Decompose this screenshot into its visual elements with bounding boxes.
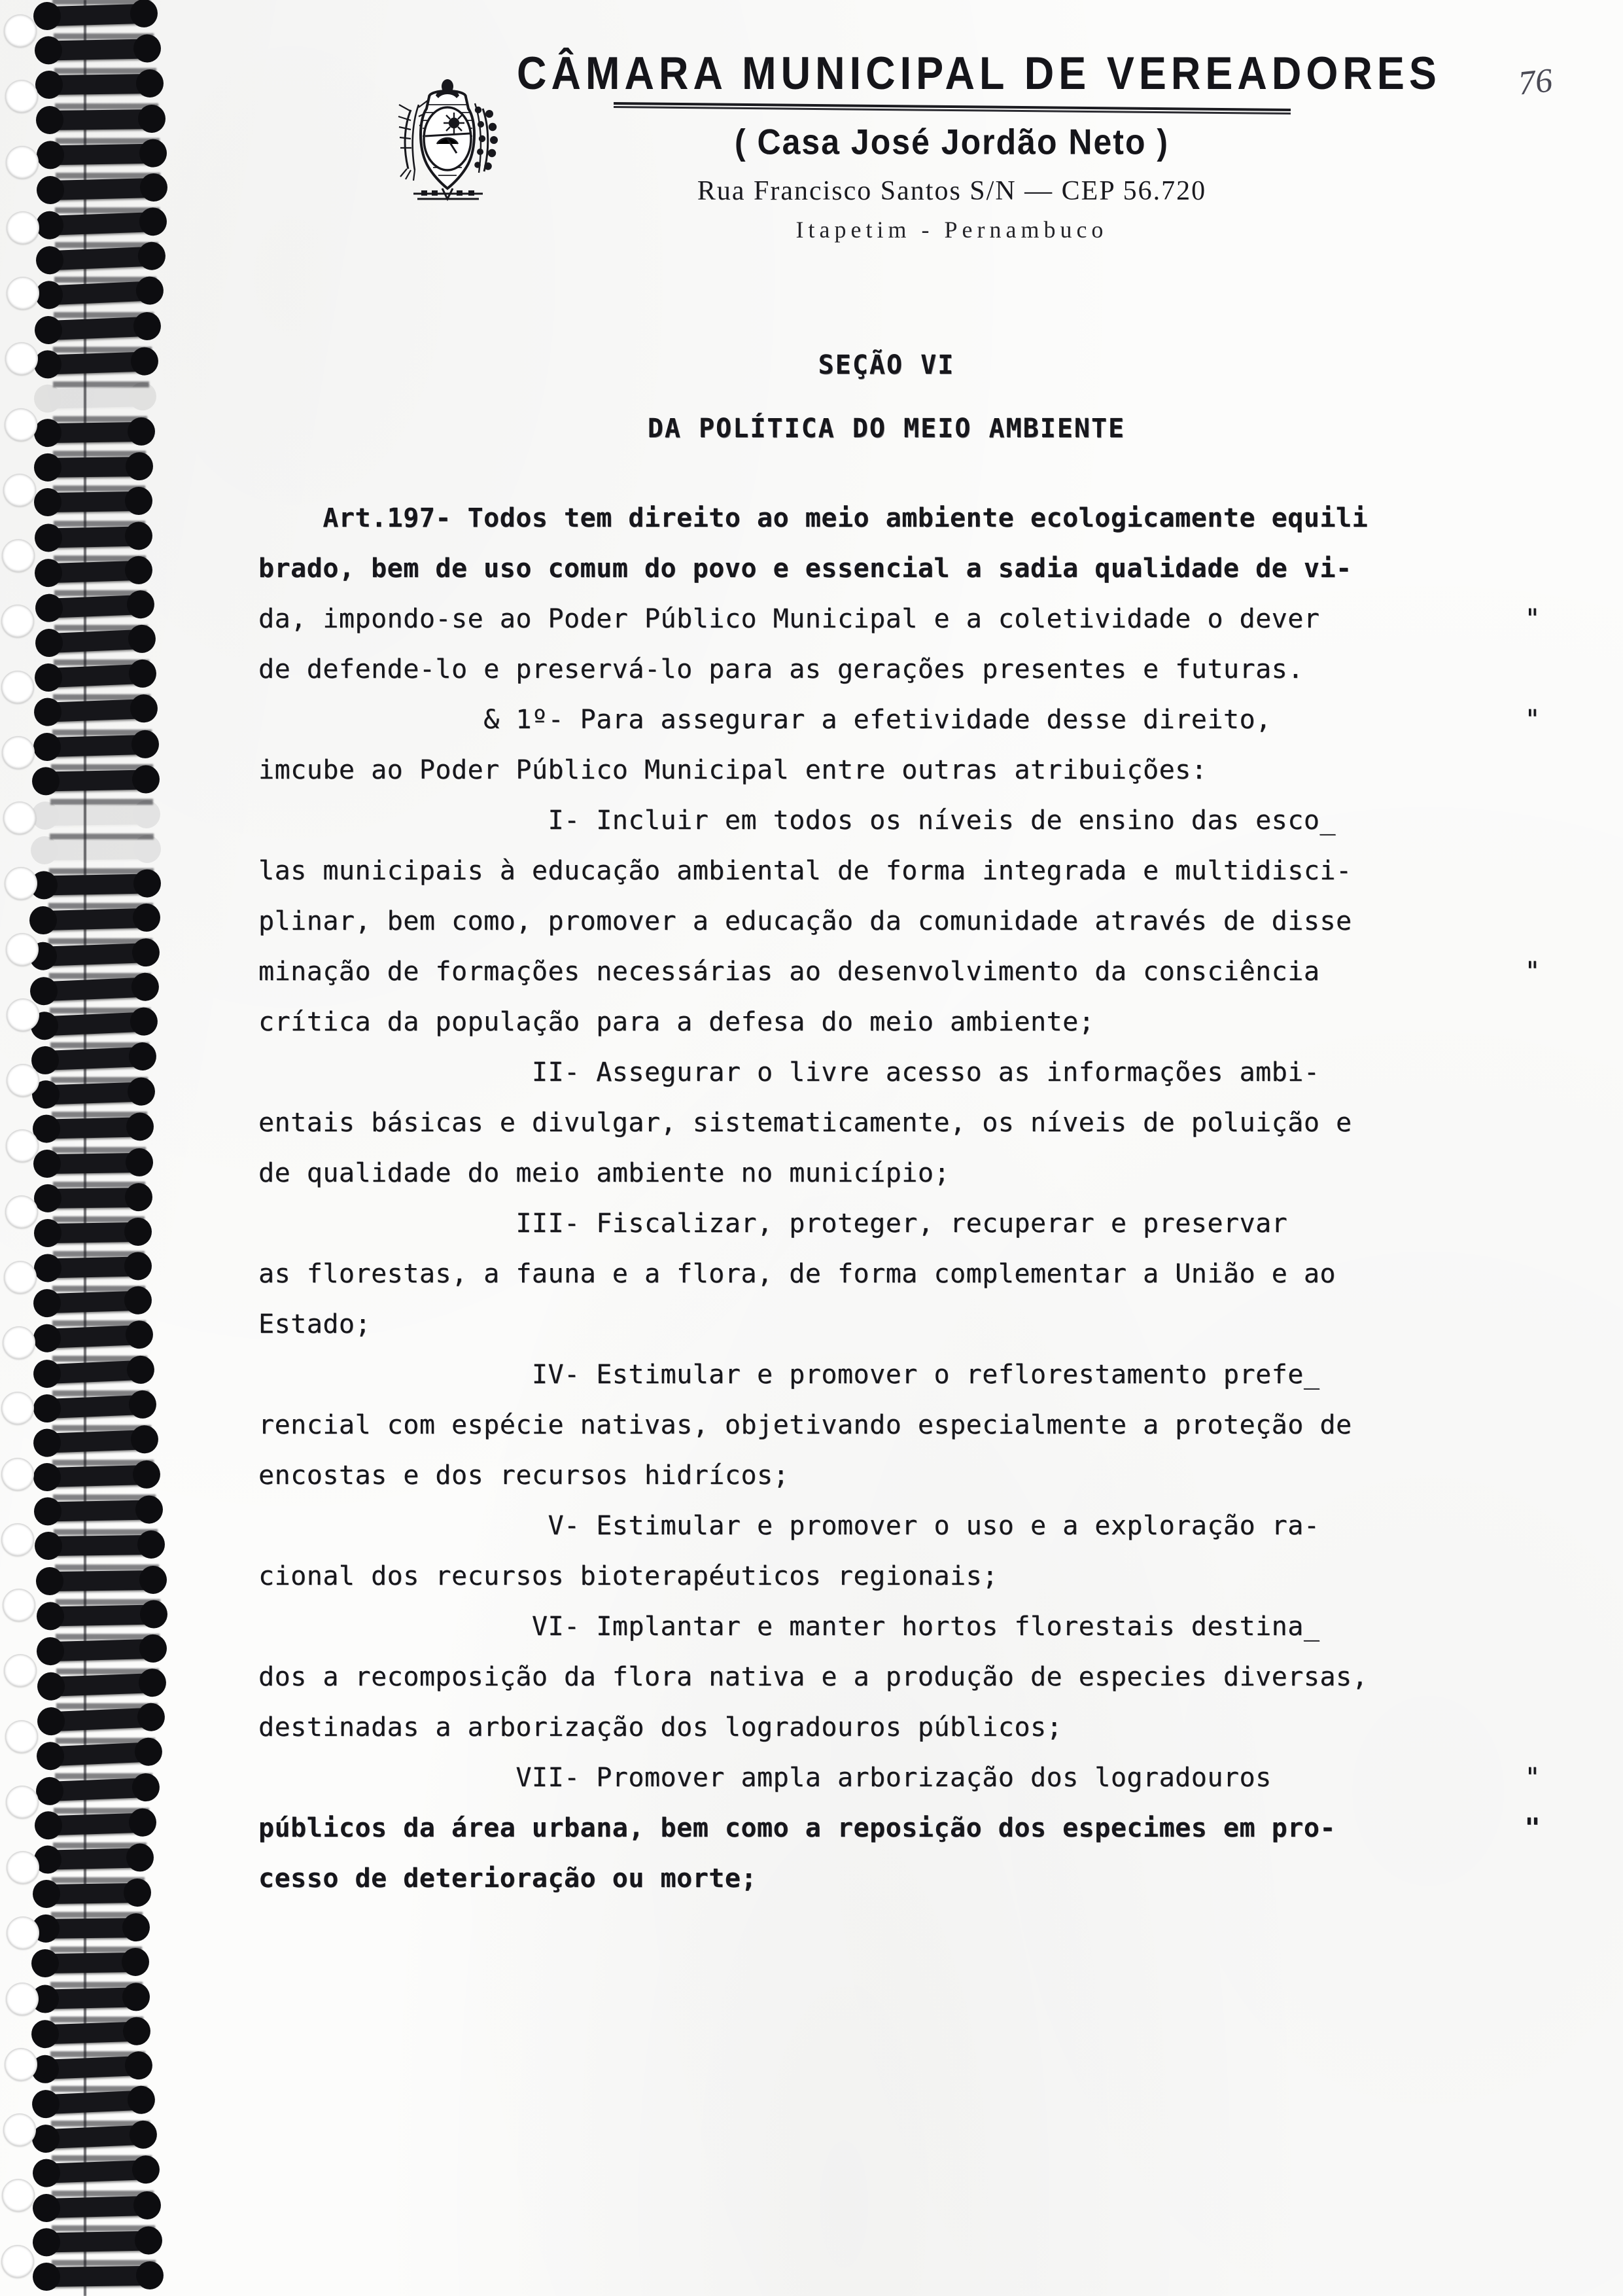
spiral-coil-loop [38,2266,156,2287]
spiral-coil-loop [39,734,152,757]
coil-smear [54,660,149,665]
binding-punch-hole [7,1851,39,1884]
binding-punch-hole [6,1786,39,1818]
coil-smear [52,0,150,5]
binding-punch-hole [6,1983,39,2015]
binding-punch-hole [1,1523,34,1556]
spiral-coil-loop [42,1604,160,1626]
spiral-coil-loop [37,2090,148,2114]
body-line: cional dos recursos bioterapéuticos regionais; [258,1561,998,1591]
spiral-coil-loop [40,457,147,478]
spiral-coil-loop [41,595,147,618]
spiral-coil-loop [40,351,152,374]
spiral-coil-loop [36,839,154,860]
body-line: crítica da população para a defesa do meio ambiente; [258,1007,1095,1037]
margin-quote-mark: " [1524,1763,1541,1793]
coil-smear [50,2017,143,2022]
spiral-coil-loop [38,2125,150,2149]
binding-punch-hole [6,1129,39,1162]
section-title: DA POLÍTICA DO MEIO AMBIENTE [647,414,1126,444]
margin-quote-mark: " [1524,957,1541,987]
body-line: públicos da área urbana, bem como a reposição dos especimes em pro- " [258,1803,1514,1854]
spiral-coil-loop [41,246,158,270]
spiral-coil-loop [41,526,146,548]
spiral-coil-loop [39,2231,156,2252]
body-line: de defende-lo e preservá-lo para as gerações presentes e futuras. [258,654,1304,684]
spiral-coil-loop [41,1535,158,1556]
spiral-coil-loop [41,1812,150,1835]
coil-smear [51,1077,148,1083]
body-line: minação de formações necessárias ao desenvolvimento da consciência " [258,947,1514,997]
coil-smear [52,1286,145,1292]
coil-smear [50,1982,143,1988]
spiral-coil-loop [36,1012,150,1036]
binding-punch-hole [3,802,36,834]
binding-punch-hole [1,1458,34,1491]
binding-punch-hole [2,736,35,769]
handwritten-page-number: 76 [1516,62,1554,103]
binding-punch-hole [3,1589,35,1621]
binding-punch-hole [1,671,34,703]
binding-punch-hole [7,211,39,244]
spiral-coil-loop [41,1777,152,1801]
coil-smear [55,1773,152,1779]
coil-smear [54,312,154,318]
letterhead-divider [613,102,1290,115]
binding-punch-hole [6,933,39,966]
body-line: da, impondo-se ao Poder Público Municipal e a coletividade o dever " [258,594,1514,645]
coil-smear [54,68,156,74]
coil-smear [52,1877,144,1883]
coil-smear [52,1147,146,1153]
body-line: destinadas a arborização dos logradouros públicos; [258,1712,1063,1742]
pernambuco-coat-of-arms-icon [391,71,504,216]
spiral-coil-loop [39,4,151,27]
binding-punch-hole [5,1720,38,1753]
spiral-coil-loop [40,1188,145,1209]
coil-smear [53,451,146,457]
binding-punch-hole [5,1195,38,1228]
coil-smear [52,1425,151,1431]
coil-smear [55,103,158,109]
coil-smear [56,173,160,179]
coil-smear [55,1564,160,1570]
body-line: VII- Promover ampla arborização dos logradouros " [258,1753,1514,1803]
margin-quote-mark: " [1524,705,1541,735]
coil-smear [53,381,149,387]
spiral-coil-loop [40,387,150,409]
spiral-coil-loop [42,109,158,130]
body-line: IV- Estimular e promover o reflorestamento prefe_ [258,1360,1320,1390]
spiral-coil-loop [43,1673,159,1697]
spiral-coil-loop [40,39,154,61]
coil-smear [48,938,152,944]
spiral-coil-loop [41,74,156,95]
coil-smear [50,2051,145,2057]
body-line: entais básicas e divulgar, sistematicamente, os níveis de poluição e [258,1108,1352,1138]
spiral-coil-loop [35,908,154,931]
coil-smear [50,799,153,805]
spiral-coil-loop [42,143,160,165]
spiral-coil-loop [38,1082,148,1104]
margin-quote-mark: " [1524,1813,1541,1843]
spiral-coil-loop [39,1430,151,1453]
coil-smear [54,33,154,39]
spiral-coil-loop [41,629,148,653]
spiral-coil-loop [41,664,150,688]
spiral-coil-loop [37,2056,146,2080]
spiral-coil-loop [39,1325,146,1349]
coil-smear [53,416,148,422]
spiral-coil-loop [41,1570,159,1591]
spiral-coil-loop [40,699,151,722]
spiral-coil-loop [39,1360,148,1384]
spiral-coil-loop [39,1883,145,1904]
spiral-coil-loop [35,874,153,896]
coil-smear [54,625,148,631]
letterhead-house-name: ( Casa José Jordão Neto ) [734,122,1170,162]
spiral-coil-loop [37,805,154,826]
coil-smear [50,1008,150,1014]
body-line: brado, bem de uso comum do povo e essencial a sadia qualidade de vi- [258,554,1352,584]
binding-punch-hole [7,277,39,309]
coil-smear [52,1112,147,1118]
coil-smear [52,1356,147,1362]
spiral-coil-loop [35,942,153,966]
margin-quote-mark: " [1524,604,1541,634]
coil-smear [49,973,152,979]
letterhead [366,48,1441,243]
body-line: VI- Implantar e manter hortos florestais destina_ [258,1612,1320,1642]
body-line: imcube ao Poder Público Municipal entre outras atribuições: [258,755,1208,785]
binding-punch-hole [3,474,36,506]
letterhead-title: CÂMARA MUNICIPAL DE VEREADORES [517,48,1441,99]
coil-smear [51,2121,150,2127]
coil-smear [49,868,154,874]
coil-smear [52,1320,146,1326]
spiral-coil-loop [38,769,153,791]
coil-smear [52,2225,155,2231]
coil-smear [53,347,151,353]
binding-punch-hole [6,146,39,179]
body-line: encostas e dos recursos hidrícos; [258,1460,790,1491]
coil-smear [55,207,160,213]
coil-smear [52,2260,156,2266]
coil-smear [52,1390,149,1396]
body-line: las municipais à educação ambiental de forma integrada e multidisci- [258,856,1352,886]
coil-smear [53,1216,145,1222]
body-line: V- Estimular e promover o uso e a exploração ra- [258,1511,1320,1541]
coil-smear [54,1529,158,1535]
spiral-coil-loop [42,212,160,236]
coil-smear [56,1738,155,1744]
spiral-coil-loop [39,1117,147,1139]
binding-punch-hole [5,408,37,441]
spiral-coil-loop [40,1222,145,1243]
spiral-coil-loop [39,1465,154,1488]
binding-punch-hole [4,14,37,47]
body-line: II- Assegurar o livre acesso as informações ambi- [258,1057,1320,1087]
spiral-coil-loop [39,1394,149,1419]
binding-spine-shadow [84,0,86,2296]
spiral-binding [0,0,186,2296]
spiral-coil-loop [37,2021,143,2044]
coil-smear [53,1843,147,1848]
body-line: plinar, bem como, promover a educação da comunidade através de disse [258,906,1352,936]
coil-smear [56,1703,158,1709]
spiral-coil-loop [41,560,146,583]
spiral-coil-loop [40,1256,145,1279]
coil-smear [51,1912,143,1918]
letterhead-city: Itapetim - Pernambuco [795,217,1108,243]
spiral-coil-loop [42,178,160,201]
coil-smear [53,694,150,700]
binding-punch-hole [3,1326,35,1359]
spiral-coil-loop [37,1987,142,2009]
spiral-coil-loop [38,1918,143,1939]
coil-smear [51,2086,148,2092]
spiral-coil-loop [39,2195,154,2218]
coil-smear [50,1042,149,1048]
coil-smear [52,730,152,735]
body-line: as florestas, a fauna e a flora, de forma complementar a União e ao [258,1259,1336,1289]
spiral-coil-loop [40,491,145,512]
spiral-coil-loop [40,422,148,444]
binding-punch-hole [3,2113,36,2146]
body-line: dos a recomposição da flora nativa e a produção de especies diversas, [258,1662,1369,1692]
coil-smear [53,486,145,491]
coil-smear [56,138,160,144]
coil-smear [53,1494,156,1500]
binding-punch-hole [2,2179,35,2212]
spiral-coil-loop [41,281,156,306]
coil-smear [52,2155,152,2161]
spiral-coil-loop [39,1152,146,1173]
binding-punch-hole [1,2245,34,2278]
binding-punch-hole [5,2048,37,2081]
coil-smear [54,556,145,561]
binding-punch-hole [7,1916,39,1949]
coil-smear [54,1808,149,1814]
coil-smear [54,590,147,596]
binding-punch-hole [7,1064,39,1097]
coil-smear [56,1599,160,1605]
body-line: I- Incluir em todos os níveis de ensino das esco_ [258,805,1336,836]
coil-smear [56,1669,159,1674]
body-line: Art.197- Todos tem direito ao meio ambiente ecologicamente equili [258,503,1369,533]
binding-punch-hole [1,1392,34,1424]
binding-punch-hole [4,1654,37,1687]
spiral-coil-loop [38,2160,152,2183]
binding-punch-hole [7,998,39,1031]
section-number: SEÇÃO VI [818,350,955,380]
spiral-coil-loop [37,1047,149,1071]
body-line: & 1º- Para assegurar a efetividade desse direito, " [258,695,1514,745]
coil-smear [51,764,152,770]
body-line: III- Fiscalizar, proteger, recuperar e preservar [258,1209,1288,1239]
binding-punch-hole [5,867,37,900]
body-line: cesso de deterioração ou morte; [258,1863,758,1894]
letterhead-address: Rua Francisco Santos S/N — CEP 56.720 [697,176,1207,206]
coil-smear [55,242,158,248]
spiral-coil-loop [43,1707,158,1731]
binding-punch-hole [4,1261,37,1294]
coil-smear [54,277,156,283]
binding-punch-hole [5,342,38,375]
coil-smear [53,1182,145,1188]
body-spacer [258,454,1514,493]
body-text-block [258,493,1541,1904]
spiral-coil-loop [39,1848,147,1870]
spiral-coil-loop [35,977,152,1001]
spiral-coil-loop [39,1291,145,1314]
coil-smear [50,1947,142,1952]
document-body [258,340,1541,1904]
body-line: de qualidade do meio ambiente no município; [258,1158,951,1188]
coil-smear [56,1634,160,1640]
body-line: Estado; [258,1309,372,1339]
spiral-coil-loop [40,1500,156,1522]
spiral-coil-loop [43,1638,160,1661]
coil-smear [52,2191,154,2197]
coil-smear [54,521,145,527]
spiral-coil-loop [37,1952,142,1973]
coil-smear [53,1251,145,1257]
binding-punch-hole [5,80,38,113]
coil-smear [48,903,153,909]
coil-smear [50,834,154,839]
binding-punch-hole [1,605,34,637]
spiral-coil-loop [40,316,154,340]
coil-smear [52,1460,153,1466]
spiral-coil-loop [42,1742,155,1767]
binding-punch-hole [2,539,35,572]
body-line: rencial com espécie nativas, objetivando especialmente a proteção de [258,1410,1352,1440]
